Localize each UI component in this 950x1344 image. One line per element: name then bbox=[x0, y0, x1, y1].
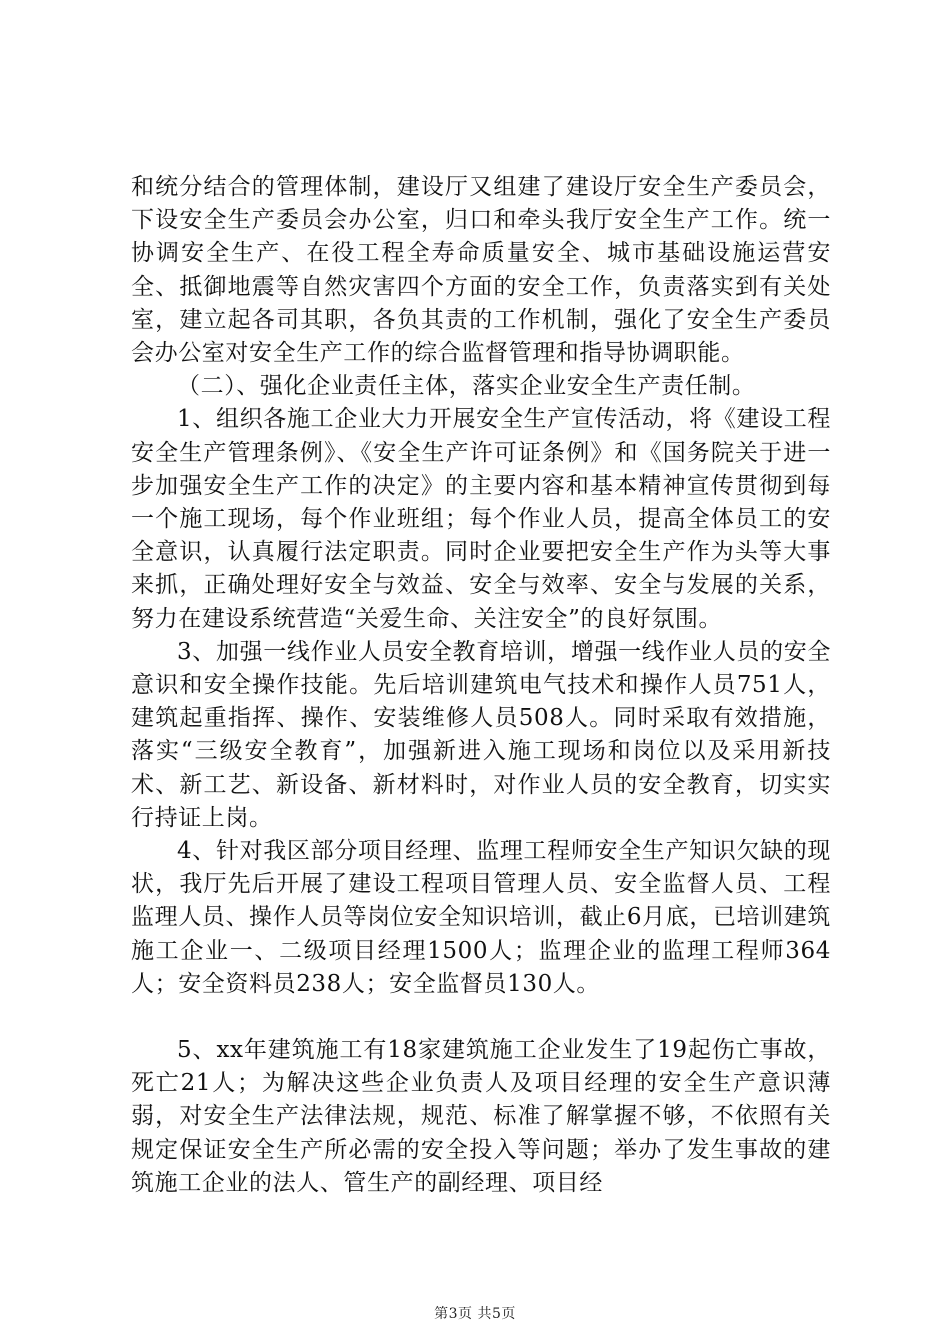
paragraph-item-3: 3、加强一线作业人员安全教育培训，增强一线作业人员的安全意识和安全操作技能。先后培训建筑电气技术和操作人员751人，建筑起重指挥、操作、安装维修人员508人。同时采取有效措施，落实“三级安全教育”，加强新进入施工现场和岗位以及采用新技术、新工艺、新设备、新材料时，对作业人员的安全教育，切实实行持证上岗。 bbox=[131, 638, 831, 831]
paragraph-item-1: 1、组织各施工企业大力开展安全生产宣传活动，将《建设工程安全生产管理条例》、《安全生产许可证条例》和《国务院关于进一步加强安全生产工作的决定》的主要内容和基本精神宣传贯彻到每一个施工现场，每个作业班组；每个作业人员，提高全体员工的安全意识，认真履行法定职责。同时企业要把安全生产作为头等大事来抓，正确处理好安全与效益、安全与效率、安全与发展的关系，努力在建设系统营造“关爱生命、关注安全”的良好氛围。 bbox=[131, 406, 831, 632]
paragraph-item-4: 4、针对我区部分项目经理、监理工程师安全生产知识欠缺的现状，我厅先后开展了建设工程项目管理人员、安全监督人员、工程监理人员、操作人员等岗位安全知识培训，截止6月底，已培训建筑施工企业一、二级项目经理1500人；监理企业的监理工程师364人；安全资料员238人；安全监督员130人。 bbox=[131, 838, 831, 997]
document-body bbox=[131, 171, 831, 1200]
page-footer: 第3页 共5页 bbox=[434, 1306, 516, 1322]
paragraph-item-5: 5、xx年建筑施工有18家建筑施工企业发生了19起伤亡事故，死亡21人；为解决这些企业负责人及项目经理的安全生产意识薄弱，对安全生产法律法规，规范、标准了解掌握不够，不依照有关规定保证安全生产所必需的安全投入等问题；举办了发生事故的建筑施工企业的法人、管生产的副经理、项目经 bbox=[131, 1037, 831, 1196]
section-heading-enterprise-responsibility: （二）、强化企业责任主体，落实企业安全生产责任制。 bbox=[177, 373, 756, 400]
paragraph-management-system: 和统分结合的管理体制，建设厅又组建了建设厅安全生产委员会，下设安全生产委员会办公室，归口和牵头我厅安全生产工作。统一协调安全生产、在役工程全寿命质量安全、城市基础设施运营安全、抵御地震等自然灾害四个方面的安全工作，负责落实到有关处室，建立起各司其职，各负其责的工作机制，强化了安全生产委员会办公室对安全生产工作的综合监督管理和指导协调职能。 bbox=[131, 174, 831, 367]
paragraph-spacer bbox=[131, 1001, 831, 1034]
